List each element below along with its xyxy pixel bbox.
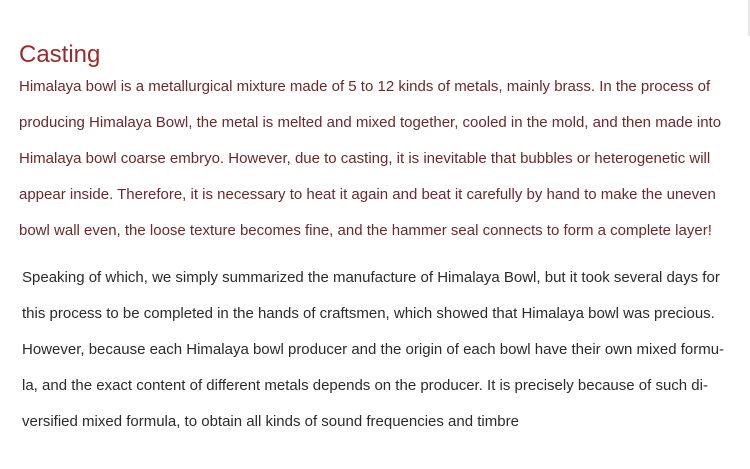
paragraph-line: appear inside. Therefore, it is necessary to heat it again and beat it carefully by hand to make the uneven xyxy=(19,186,716,203)
paragraph-line: Himalaya bowl is a metallurgical mixture made of 5 to 12 kinds of metals, mainly brass. In the process of xyxy=(19,78,711,95)
section-title: Casting xyxy=(19,41,101,68)
paragraph-casting xyxy=(19,73,739,253)
paragraph-line: Speaking of which, we simply summarized the manufacture of Himalaya Bowl, but it took several days for xyxy=(22,269,720,286)
paragraph-line: la, and the exact content of different metals depends on the producer. It is precisely because of such di- xyxy=(22,377,708,394)
paragraph-summary xyxy=(22,264,725,444)
paragraph-line: However, because each Himalaya bowl producer and the origin of each bowl have their own mixed formu- xyxy=(22,341,725,358)
paragraph-line: Himalaya bowl coarse embryo. However, due to casting, it is inevitable that bubbles or heterogenetic will xyxy=(19,150,711,167)
paragraph-line: versified mixed formula, to obtain all kinds of sound frequencies and timbre xyxy=(22,413,519,430)
paragraph-line: producing Himalaya Bowl, the metal is melted and mixed together, cooled in the mold, and then made into xyxy=(19,114,722,131)
casting-section xyxy=(19,40,739,253)
paragraph-line: bowl wall even, the loose texture becomes fine, and the hammer seal connects to form a complete layer! xyxy=(19,222,712,239)
paragraph-line: this process to be completed in the hands of craftsmen, which showed that Himalaya bowl was precious. xyxy=(22,305,715,322)
